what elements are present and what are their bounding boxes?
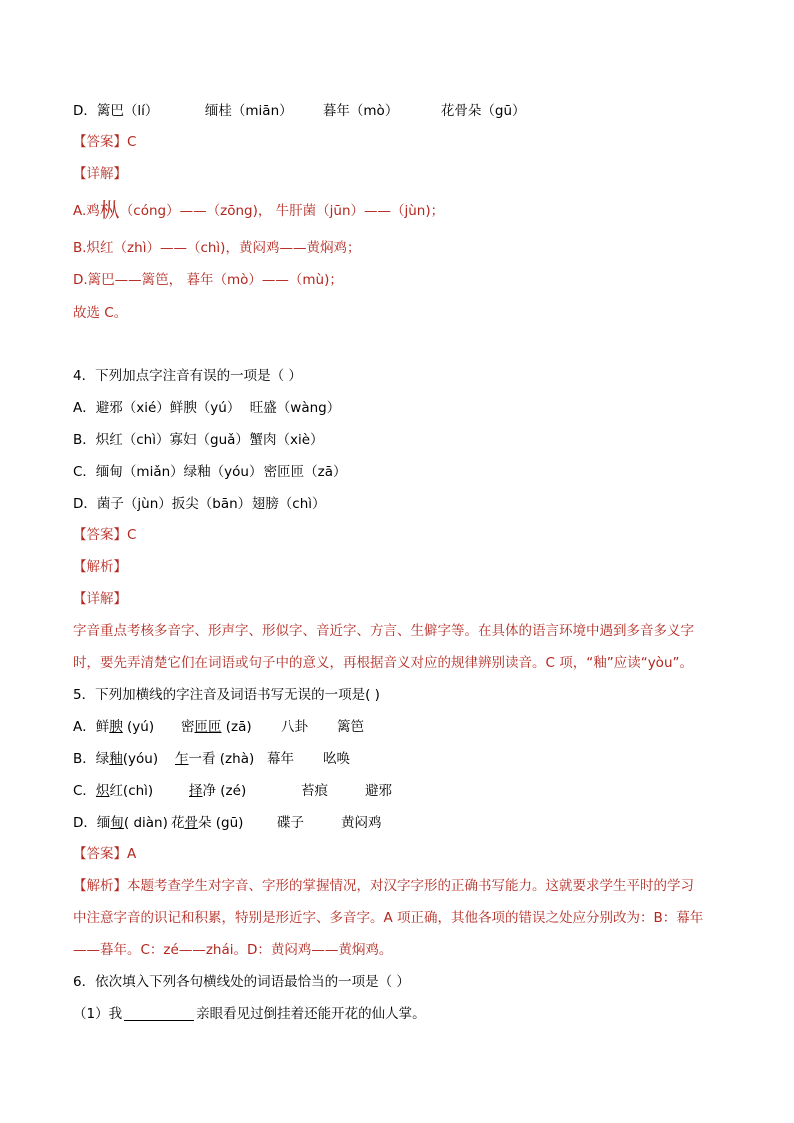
q4-explanation-2: 时，要先弄清楚它们在词语或句子中的意义，再根据音义对应的规律辨别读音。C 项，“釉”应读“yòu”。 xyxy=(73,655,693,671)
q6-stem: 6．依次填入下列各句横线处的词语最恰当的一项是（ ） xyxy=(73,974,410,990)
text: D．缅 xyxy=(73,815,111,831)
q4-answer: 【答案】C xyxy=(73,527,137,543)
underlined-char: 匝匝 xyxy=(194,719,222,735)
text: ( diàn) xyxy=(123,815,168,831)
text: A.鸡 xyxy=(73,203,100,219)
underlined-char: 择 xyxy=(189,783,203,799)
word: 花骨朵（gū） xyxy=(440,103,526,119)
q4-detail-tag: 【详解】 xyxy=(73,591,127,607)
q3-line-d: D.篱巴——篱笆， 暮年（mò）——（mù)； xyxy=(73,272,343,288)
word: 避邪 xyxy=(365,783,392,799)
large-char: 枞 xyxy=(99,198,120,222)
word: 缅桂（miān） xyxy=(204,103,293,119)
word: 暮年（mò） xyxy=(322,103,399,119)
word: 苔痕 xyxy=(301,783,328,799)
text: （cóng）——（zōng)， 牛肝菌（jūn）——（jùn)； xyxy=(119,203,445,219)
q5-option-a xyxy=(73,718,364,736)
q5-option-c xyxy=(73,782,392,800)
text: 密 xyxy=(181,719,195,735)
word: 扳尖（bān） xyxy=(171,496,252,512)
text: B．绿 xyxy=(73,751,110,767)
option-label: D． xyxy=(73,103,97,119)
underlined-char: 骨 xyxy=(184,815,198,831)
q4-option-b xyxy=(73,431,324,449)
word: 八卦 xyxy=(281,719,308,735)
word: 寡妇（guǎ） xyxy=(169,432,249,448)
word: C．缅甸（miǎn） xyxy=(73,464,184,480)
q3-line-a xyxy=(73,198,445,222)
word: 蟹肉（xiè） xyxy=(249,432,324,448)
text: 朵 (gū) xyxy=(198,815,244,831)
q5-stem: 5．下列加横线的字注音及词语书写无误的一项是( ) xyxy=(73,687,380,703)
underlined-char: 釉 xyxy=(109,751,123,767)
q4-option-a xyxy=(73,399,340,417)
q5-analysis-1: 【解析】本题考查学生对字音、字形的掌握情况，对汉字字形的正确书写能力。这就要求学生平时的学习 xyxy=(73,878,694,894)
word: 黄闷鸡 xyxy=(341,815,382,831)
fill-blank[interactable] xyxy=(124,1006,194,1021)
word: 密匝匝（zā） xyxy=(263,464,347,480)
q4-analysis-tag: 【解析】 xyxy=(73,559,127,575)
word: 吆唤 xyxy=(323,751,350,767)
q3-line-b: B.炽红（zhì）——（chì)，黄闷鸡——黄焖鸡； xyxy=(73,240,361,256)
text: （1）我 xyxy=(73,1006,123,1022)
q5-analysis-3: ——暮年。C：zé——zhái。D：黄闷鸡——黄焖鸡。 xyxy=(73,942,393,958)
text: C． xyxy=(73,783,96,799)
underlined-char: 炽 xyxy=(95,783,110,799)
word: 鲜腴（yú） xyxy=(169,400,241,416)
word: A．避邪（xié） xyxy=(73,400,170,416)
word: 翅膀（chì） xyxy=(251,496,326,512)
word: 碟子 xyxy=(277,815,304,831)
underlined-char: 腴 xyxy=(109,719,123,735)
q6-sentence-1 xyxy=(73,1005,426,1023)
word: 旺盛（wàng） xyxy=(249,400,341,416)
word: 绿釉（yóu） xyxy=(183,464,263,480)
q5-option-d xyxy=(73,814,382,832)
word: 篱巴（lí） xyxy=(96,103,159,119)
q5-option-b xyxy=(73,750,350,768)
q3-detail-tag: 【详解】 xyxy=(73,166,127,182)
text: 花 xyxy=(171,815,185,831)
underlined-char: 甸 xyxy=(110,815,124,831)
q4-explanation-1: 字音重点考核多音字、形声字、形似字、音近字、方言、生僻字等。在具体的语言环境中遇到多音多义字 xyxy=(73,623,694,639)
text: A．鲜 xyxy=(73,719,110,735)
q5-analysis-2: 中注意字音的识记和积累，特别是形近字、多音字。A 项正确，其他各项的错误之处应分别改为：B：幕年 xyxy=(73,910,704,926)
text: (yú) xyxy=(122,719,155,735)
text: (zā) xyxy=(221,719,252,735)
q4-option-c xyxy=(73,463,347,481)
text: 红(chì) xyxy=(109,783,154,799)
text: 一看 (zhà) xyxy=(188,751,255,767)
text: 净 (zé) xyxy=(202,783,247,799)
q3-answer: 【答案】C xyxy=(73,134,137,150)
underlined-char: 乍 xyxy=(175,751,189,767)
word: 幕年 xyxy=(267,751,294,767)
prev-option-d xyxy=(73,102,526,120)
text: 亲眼看见过倒挂着还能开花的仙人掌。 xyxy=(196,1006,426,1022)
q4-stem: 4．下列加点字注音有误的一项是（ ） xyxy=(73,368,302,384)
q4-option-d xyxy=(73,495,326,513)
text: (yóu) xyxy=(122,751,159,767)
q5-answer: 【答案】A xyxy=(73,846,137,862)
word: 篱笆 xyxy=(337,719,364,735)
word: B．炽红（chì） xyxy=(73,432,170,448)
q3-conclusion: 故选 C。 xyxy=(73,305,128,321)
word: D．菌子（jùn） xyxy=(73,496,172,512)
